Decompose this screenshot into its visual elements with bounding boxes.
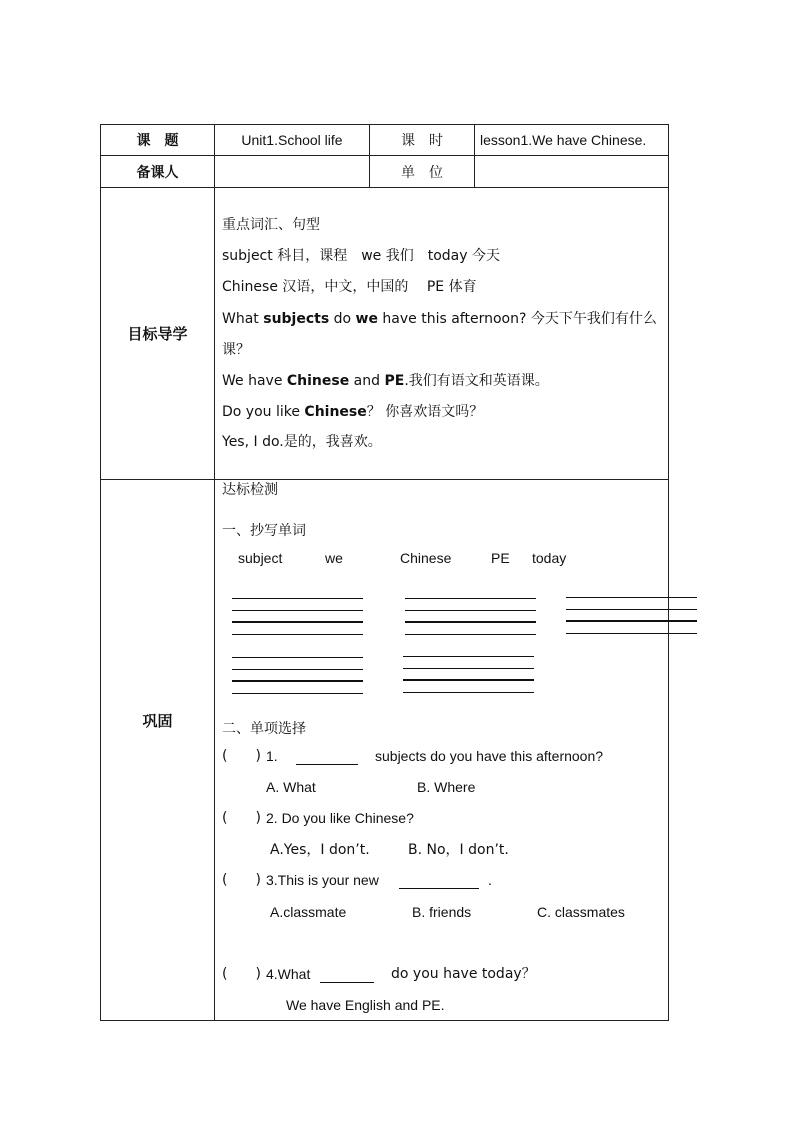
key-sentence-text: .我们有语文和英语课。 [404,373,549,389]
table-border-right [668,124,669,1021]
unit-value [480,156,668,187]
option-b: B. Where [417,779,476,795]
part2-title: 二、单项选择 [222,721,306,737]
key-sentence [222,309,657,329]
key-sentence-text: What [222,311,264,327]
question-text: subjects do you have this afternoon? [375,748,604,764]
table-column-divider [214,124,215,1021]
option-b: B. No，I don’t. [408,842,509,858]
copy-word: subject [238,550,283,566]
key-sentence-text: Do you like [222,404,305,420]
table-column-divider [474,124,475,188]
preparer-value [220,156,368,187]
answer-blank[interactable] [399,874,479,889]
key-word: subjects [263,311,330,327]
copy-word: today [532,550,567,566]
vocab-line: subject 科目，课程 we 我们 today 今天 [222,248,500,264]
question-text: do you have today？ [391,966,536,982]
question-number: 1. [266,748,278,764]
topic-label: 课 题 [136,133,179,149]
copy-word: we [325,550,343,566]
question-number: 4.What [266,966,311,982]
key-word: PE [384,373,405,389]
answer-blank[interactable] [320,968,374,983]
key-sentence-text: do [329,311,356,327]
option-a: A.Yes，I don’t. [270,842,370,858]
option-b: B. friends [412,904,472,920]
key-word: Chinese [304,404,367,420]
key-sentence-text: ？ 你喜欢语文吗？ [366,404,484,420]
key-sentence-wrap: 课？ [222,342,250,358]
preparer-label: 备课人 [136,164,179,181]
key-sentence-text: We have [222,373,287,389]
copy-word: PE [491,550,510,566]
option-a: A. What [266,779,316,795]
key-sentence [222,402,483,422]
answer-paren[interactable]: ( ) [222,810,261,826]
topic-value: Unit1.School life [241,132,343,148]
goals-heading: 重点词汇、句型 [222,217,320,233]
question-end: . [488,872,492,888]
answer-paren[interactable]: ( ) [222,872,261,888]
copy-word: Chinese [400,550,452,566]
option-c: C. classmates [537,904,625,920]
question-text: 3.This is your new [266,872,379,888]
key-word: Chinese [286,373,350,389]
key-word: we [355,311,378,327]
period-value: lesson1.We have Chinese. [480,132,647,148]
goals-section-label: 目标导学 [127,325,188,343]
answer-paren[interactable]: ( ) [222,966,261,982]
vocab-line: Chinese 汉语，中文，中国的 PE 体育 [222,279,477,295]
answer-paren[interactable]: ( ) [222,748,261,764]
practice-section-label: 巩固 [142,711,173,730]
table-border-bottom [100,1020,669,1021]
question-text: 2. Do you like Chinese? [266,810,414,826]
key-sentence: Yes, I do.是的，我喜欢。 [222,434,382,450]
part1-title: 一、抄写单词 [222,523,306,539]
period-label: 课 时 [401,133,443,149]
answer-sentence: We have English and PE. [286,997,445,1013]
key-sentence-text: and [349,373,385,389]
unit-label: 单 位 [401,164,443,181]
practice-heading: 达标检测 [222,482,278,498]
option-a: A.classmate [270,904,347,920]
key-sentence [222,371,549,391]
key-sentence-text: have this afternoon? 今天下午我们有什么 [377,311,657,327]
answer-blank[interactable] [296,750,358,765]
